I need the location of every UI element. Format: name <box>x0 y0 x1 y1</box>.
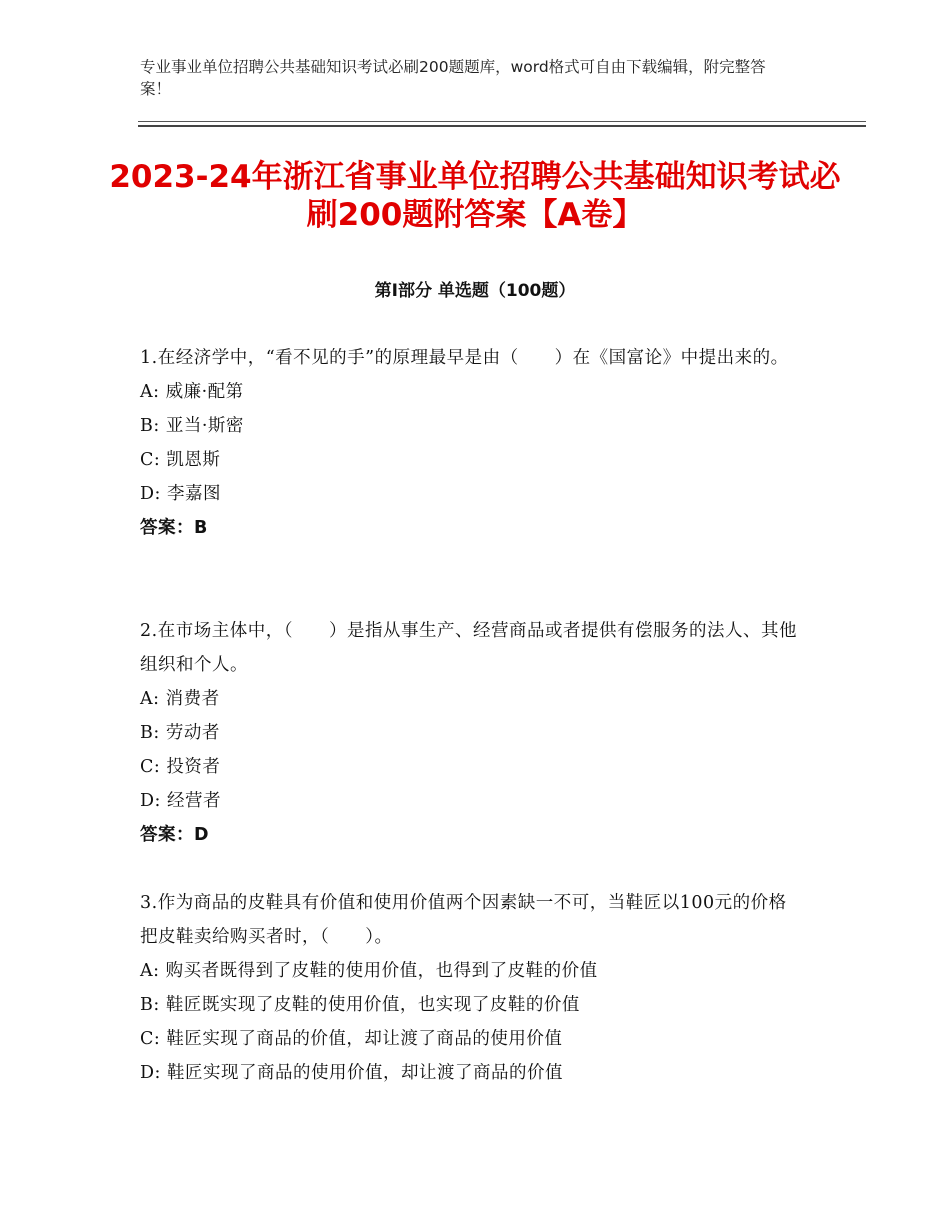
option-b: B: 亚当·斯密 <box>140 416 244 436</box>
header-divider <box>138 121 866 122</box>
option-a: A: 购买者既得到了皮鞋的使用价值，也得到了皮鞋的价值 <box>140 961 598 981</box>
option-c: C: 鞋匠实现了商品的价值，却让渡了商品的使用价值 <box>140 1029 563 1049</box>
option-a: A: 消费者 <box>140 689 220 709</box>
question-1 <box>140 341 800 545</box>
header-note: 专业事业单位招聘公共基础知识考试必刷200题题库，word格式可自由下载编辑，附完整答案！ <box>140 58 766 98</box>
option-d: D: 经营者 <box>140 791 221 811</box>
option-d: D: 李嘉图 <box>140 484 221 504</box>
header-divider-thick <box>138 125 866 127</box>
question-stem: 2.在市场主体中，（ ）是指从事生产、经营商品或者提供有偿服务的法人、其他组织和个人。 <box>140 621 797 675</box>
answer: 答案：D <box>140 825 210 845</box>
option-c: C: 凯恩斯 <box>140 450 221 470</box>
question-2 <box>140 614 800 852</box>
question-stem: 1.在经济学中，“看不见的手”的原理最早是由（ ）在《国富论》中提出来的。 <box>140 348 789 368</box>
option-a: A: 威廉·配第 <box>140 382 244 402</box>
answer: 答案：B <box>140 518 208 538</box>
option-d: D: 鞋匠实现了商品的使用价值，却让渡了商品的价值 <box>140 1063 563 1083</box>
option-c: C: 投资者 <box>140 757 221 777</box>
document-title: 2023-24年浙江省事业单位招聘公共基础知识考试必刷200题附答案【A卷】 <box>109 159 841 233</box>
question-stem: 3.作为商品的皮鞋具有价值和使用价值两个因素缺一不可，当鞋匠以100元的价格把皮鞋卖给购买者时，（ ）。 <box>140 893 787 947</box>
option-b: B: 鞋匠既实现了皮鞋的使用价值，也实现了皮鞋的价值 <box>140 995 580 1015</box>
section-heading: 第Ⅰ部分 单选题（100题） <box>374 281 576 301</box>
question-3 <box>140 886 800 1090</box>
option-b: B: 劳动者 <box>140 723 220 743</box>
